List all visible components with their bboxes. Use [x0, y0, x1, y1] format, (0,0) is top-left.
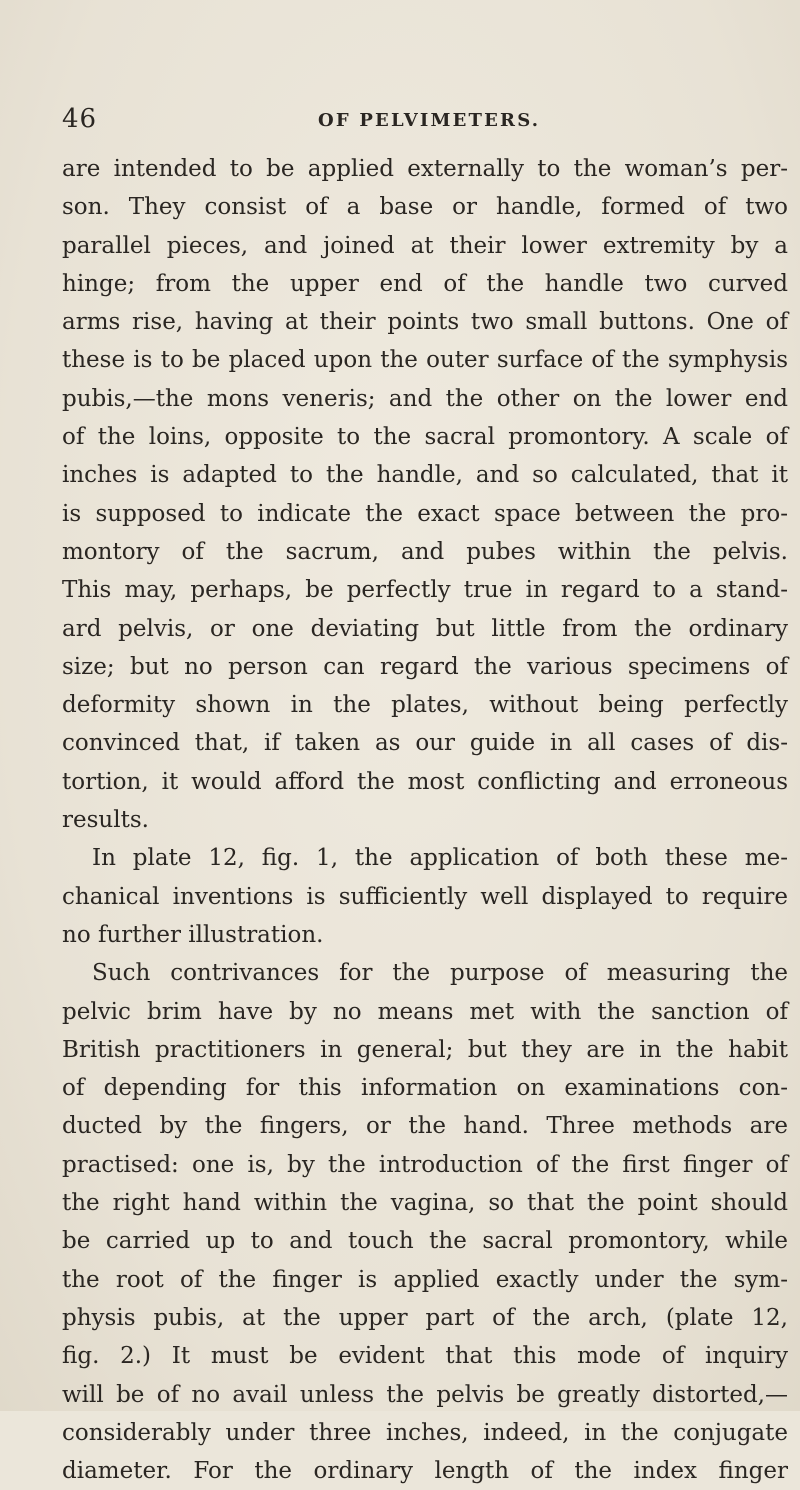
text-line: size; but no person can regard the various specimens of — [62, 653, 788, 680]
text-line: these is to be placed upon the outer surface of the symphysis — [62, 347, 788, 374]
text-line: of the loins, opposite to the sacral promontory. A scale of — [62, 424, 788, 451]
text-line: montory of the sacrum, and pubes within the pelvis. — [62, 538, 788, 565]
running-head: OF PELVIMETERS. — [318, 110, 541, 131]
text-line: ducted by the fingers, or the hand. Three methods are — [62, 1113, 788, 1140]
text-line: convinced that, if taken as our guide in all cases of dis- — [62, 730, 788, 757]
text-line: ard pelvis, or one deviating but little from the ordinary — [62, 615, 788, 642]
text-line: the root of the finger is applied exactly under the sym- — [62, 1266, 788, 1293]
text-line: deformity shown in the plates, without being perfectly — [62, 692, 788, 719]
text-line: fig. 2.) It must be evident that this mode of inquiry — [62, 1343, 788, 1370]
text-line: be carried up to and touch the sacral promontory, while — [62, 1228, 788, 1255]
text-line: will be of no avail unless the pelvis be greatly distorted,— — [62, 1381, 788, 1408]
text-line: son. They consist of a base or handle, formed of two — [62, 194, 788, 221]
page-number: 46 — [62, 104, 98, 134]
text-line: pubis,—the mons veneris; and the other on the lower end — [62, 385, 788, 412]
text-line: hinge; from the upper end of the handle two curved — [62, 270, 788, 297]
text-line: are intended to be applied externally to the woman’s per- — [62, 156, 788, 182]
text-line: This may, perhaps, be perfectly true in regard to a stand- — [62, 577, 788, 604]
paragraph-start-line: In plate 12, fig. 1, the application of both these me- — [92, 845, 788, 872]
text-line: arms rise, having at their points two small buttons. One of — [62, 309, 788, 336]
text-line: parallel pieces, and joined at their lower extremity by a — [62, 232, 788, 259]
text-line: tortion, it would afford the most conflicting and erroneous — [62, 768, 788, 795]
paragraph-end-line: results. — [62, 807, 149, 834]
text-line: of depending for this information on examinations con- — [62, 1075, 788, 1102]
text-line: considerably under three inches, indeed, in the conjugate — [62, 1419, 788, 1446]
text-line: the right hand within the vagina, so that the point should — [62, 1190, 788, 1217]
text-line: diameter. For the ordinary length of the index finger — [62, 1458, 788, 1485]
page-header — [62, 103, 762, 143]
text-line: British practitioners in general; but they are in the habit — [62, 1036, 788, 1063]
paragraph-end-line: no further illustration. — [62, 921, 324, 948]
text-line: pelvic brim have by no means met with the sanction of — [62, 998, 788, 1025]
body-text — [62, 150, 788, 1490]
text-line: is supposed to indicate the exact space between the pro- — [62, 500, 788, 527]
text-line: chanical inventions is sufficiently well displayed to require — [62, 883, 788, 910]
paragraph-start-line: Such contrivances for the purpose of measuring the — [92, 960, 788, 987]
text-line: inches is adapted to the handle, and so calculated, that it — [62, 462, 788, 489]
text-line: physis pubis, at the upper part of the arch, (plate 12, — [62, 1304, 788, 1331]
text-line: practised: one is, by the introduction of the first finger of — [62, 1151, 788, 1178]
